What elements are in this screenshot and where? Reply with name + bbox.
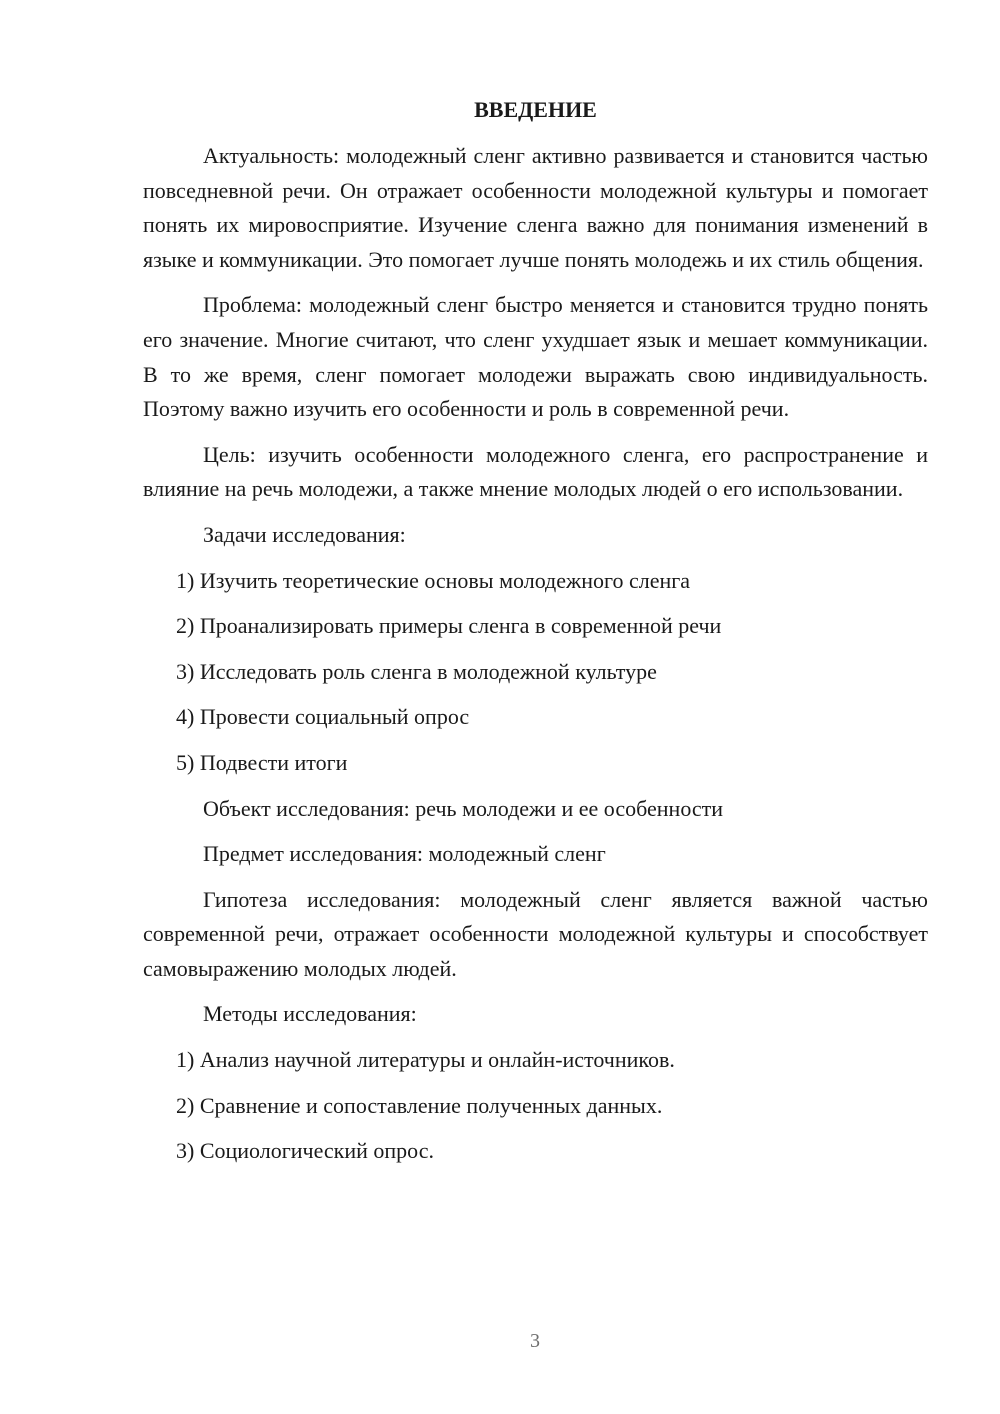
list-item: 5) Подвести итоги xyxy=(176,749,348,775)
goal-paragraph: Цель: изучить особенности молодежного сленга, его распространение и влияние на речь молодежи, а также мнение молодых людей о его использовании. xyxy=(143,441,928,502)
list-item: 4) Провести социальный опрос xyxy=(176,704,470,730)
problem-paragraph: Проблема: молодежный сленг быстро меняется и становится трудно понять его значение. Многие считают, что сленг ухудшает язык и мешает коммуникации. В то же время, сленг помогает молодежи выражать свою индивидуальность. Поэтому важно изучить его особенности и роль в современной речи. xyxy=(143,292,928,422)
list-item: 1) Изучить теоретические основы молодежного сленга xyxy=(176,567,691,593)
methods-heading: Методы исследования: xyxy=(203,1001,417,1027)
list-item: 2) Сравнение и сопоставление полученных данных. xyxy=(176,1092,663,1118)
page-number: 3 xyxy=(530,1330,540,1352)
list-item: 2) Проанализировать примеры сленга в современной речи xyxy=(176,613,722,639)
subject-line: Предмет исследования: молодежный сленг xyxy=(203,841,606,867)
methods-list xyxy=(143,1043,928,1169)
page-content xyxy=(143,93,928,1180)
page-title: ВВЕДЕНИЕ xyxy=(474,97,597,122)
list-item: 1) Анализ научной литературы и онлайн-источников. xyxy=(176,1047,675,1073)
tasks-list xyxy=(143,564,928,781)
relevance-paragraph: Актуальность: молодежный сленг активно развивается и становится частью повседневной речи. Он отражает особенности молодежной культуры и помогает понять их мировосприятие. Изучение сленга важно для понимания изменений в языке и коммуникации. Это помогает лучше понять молодежь и их стиль общения. xyxy=(143,143,928,272)
hypothesis-paragraph: Гипотеза исследования: молодежный сленг является важной частью современной речи, отражает особенности молодежной культуры и способствует самовыражению молодых людей. xyxy=(143,886,928,981)
list-item: 3) Исследовать роль сленга в молодежной культуре xyxy=(176,658,657,684)
object-line: Объект исследования: речь молодежи и ее особенности xyxy=(203,795,724,821)
list-item: 3) Социологический опрос. xyxy=(176,1138,434,1164)
tasks-heading: Задачи исследования: xyxy=(203,521,406,547)
